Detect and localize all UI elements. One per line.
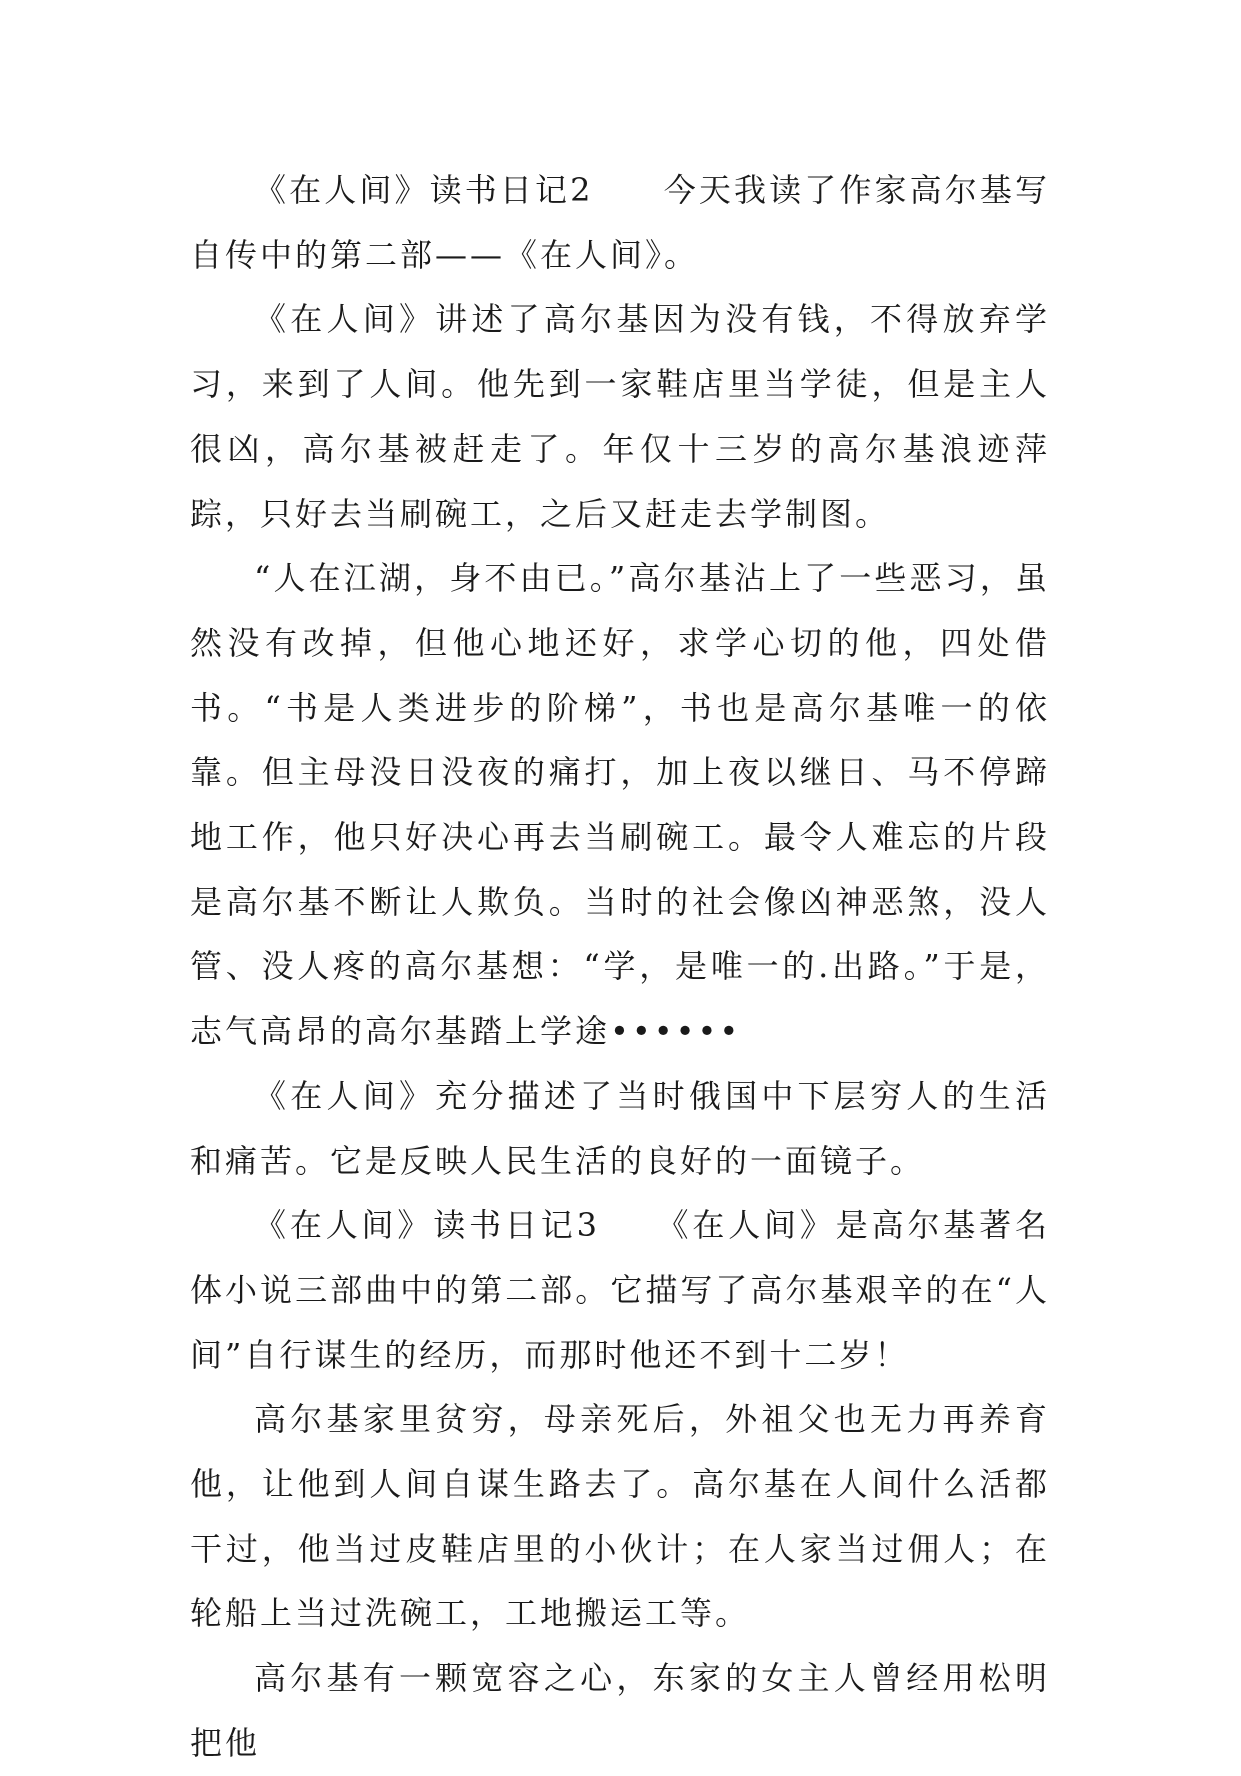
paragraph-mirror-of-life: 《在人间》充分描述了当时俄国中下层穷人的生活和痛苦。它是反映人民生活的良好的一面镜子。 bbox=[190, 1076, 1050, 1180]
paragraph-story-summary: 《在人间》讲述了高尔基因为没有钱，不得放弃学习，来到了人间。他先到一家鞋店里当学徒，但是主人很凶，高尔基被赶走了。年仅十三岁的高尔基浪迹萍踪，只好去当刷碗工，之后又赶走去学制图。 bbox=[190, 300, 1050, 533]
paragraph-bad-habits: “人在江湖，身不由已。”高尔基沾上了一些恶习，虽然没有改掉，但他心地还好，求学心切的他，四处借书。“书是人类进步的阶梯”，书也是高尔基唯一的依靠。但主母没日没夜的痛打，加上夜以继日、马不停蹄地工作，他只好决心再去当刷碗工。最令人难忘的片段是高尔基不断让人欺负。当时的社会像凶神恶煞，没人管、没人疼的高尔基想：“学，是唯一的.出路。”于是，志气高昂的高尔基踏上学途•••••• bbox=[190, 559, 1050, 1051]
document-body bbox=[190, 158, 1050, 1776]
paragraph-diary-3-intro: 《在人间》读书日记3 《在人间》是高尔基著名体小说三部曲中的第二部。它描写了高尔基艰辛的在“人间”自行谋生的经历，而那时他还不到十二岁！ bbox=[190, 1206, 1050, 1374]
paragraph-tolerance: 高尔基有一颗宽容之心，东家的女主人曾经用松明把他 bbox=[190, 1659, 1050, 1762]
paragraph-poverty: 高尔基家里贫穷，母亲死后，外祖父也无力再养育他，让他到人间自谋生路去了。高尔基在人间什么活都干过，他当过皮鞋店里的小伙计；在人家当过佣人；在轮船上当过洗碗工，工地搬运工等。 bbox=[190, 1400, 1050, 1633]
paragraph-diary-2-intro: 《在人间》读书日记2 今天我读了作家高尔基写自传中的第二部——《在人间》。 bbox=[190, 171, 1050, 274]
